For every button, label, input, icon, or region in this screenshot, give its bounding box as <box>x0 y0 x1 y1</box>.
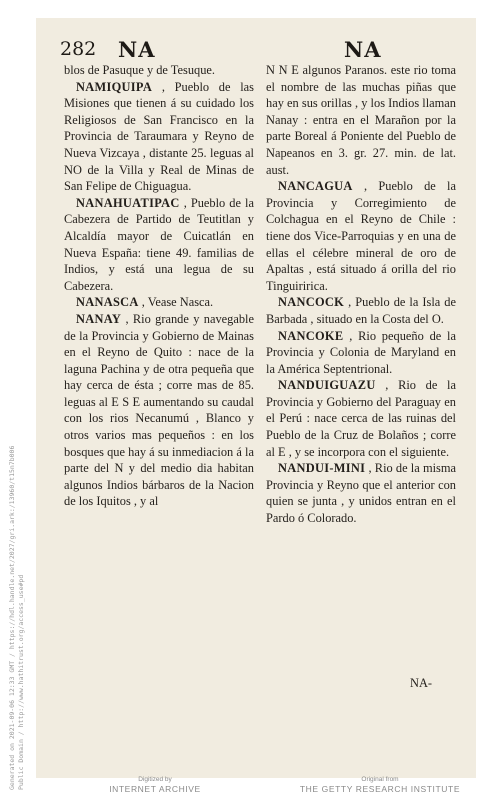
entry: NANASCA , Vease Nasca. <box>76 295 214 310</box>
catchword: NA- <box>410 676 433 690</box>
headword: NANCOKE <box>278 328 344 343</box>
watermark-line-1: Generated on 2021-09-06 12:33 GMT / https://hdl.handle.net/2027/gri.ark:/13960/t15n7b006 <box>8 445 16 790</box>
entry: NANDUIGUAZU , Rio de la Provincia y Gobierno del Paraguay en el Perú : nace cerca de las ruinas del Pueblo de la Cruz de Bolaños ; corre al E , y se incorpora con el siguiente. <box>266 378 456 459</box>
headword: NAMIQUIPA <box>76 79 153 94</box>
headword: NANCOCK <box>278 295 345 310</box>
footer-label: Digitized by <box>138 776 172 783</box>
entry-continuation: blos de Pasuque y de Tesuque. <box>64 63 216 77</box>
entry: NAMIQUIPA , Pueblo de las Misiones que tienen á su cuidado los Religiosos de San Francisco en la Provincia de Taraumara y Reyno de Nueva Vizcaya , distante 25. leguas al NO de la Villa y Real de Minas de San Felipe de Chiguagua. <box>64 79 254 194</box>
entry: NANCAGUA , Pueblo de la Provincia y Corregimiento de Colchagua en el Reyno de Chile : tiene dos Vice-Parroquias y en una de ellas el célebre mineral de oro de Apaltas , está situado á orilla del rio Tinguiririca. <box>266 179 456 293</box>
headword: NANASCA <box>76 295 139 310</box>
entry: NANAY , Rio grande y navegable de la Provincia y Gobierno de Mainas en el Reyno de Quito : nace de la laguna Pachina y de otra pequeña que hay cerca de ésta ; corre mas de 85. leguas al E S E aumentando su caudal con los rios Necanumú , Blanco y otros varios mas pequeños : en los bosques que hay á su inmediacion á la parte del N y del medio dia habitan algunos Indios bárbaros de la Nacion de los Iquitos , y al <box>64 311 254 509</box>
entry: NANCOKE , Rio pequeño de la Provincia y Colonia de Maryland en la América Septentrional. <box>266 328 456 376</box>
entry: NANAHUATIPAC , Pueblo de la Cabezera de Partido de Teutitlan y Alcaldía mayor de Cuicatlán en Nueva España: tiene 49. familias de Indios, y está una legua de su Cabezera. <box>64 195 254 293</box>
entry-continuation: N N E algunos Paranos. este rio toma el nombre de las muchas piñas que hay en sus orillas , y los Indios llaman Nanay : entra en el Marañon por la parte Boreal á Poniente del Pueblo de Napeanos en 3. gr. 27. min. de lat. aust. <box>266 63 456 177</box>
entry: NANDUI-MINI , Rio de la misma Provincia y Reyno que el anterior con quien se junta , y unidos entran en el Pardo ó Colorado. <box>266 461 456 526</box>
running-head-left: NA <box>118 37 156 62</box>
footer-label: Original from <box>361 776 399 783</box>
headword: NANAHUATIPAC <box>76 195 180 210</box>
watermark-line-2: Public Domain / http://www.hathitrust.org/access_use#pd <box>17 574 25 790</box>
footer-original-from <box>290 776 470 794</box>
hathitrust-watermark <box>2 440 32 790</box>
footer-digitized-by <box>80 776 230 794</box>
footer-org: THE GETTY RESEARCH INSTITUTE <box>299 784 461 794</box>
entry: NANCOCK , Pueblo de la Isla de Barbada , situado en la Costa del O. <box>266 295 456 326</box>
right-column <box>266 62 456 527</box>
headword: NANAY <box>76 311 122 326</box>
headword: NANDUIGUAZU <box>278 378 376 393</box>
headword: NANCAGUA <box>278 179 353 194</box>
left-column <box>64 62 254 510</box>
running-head-right: NA <box>344 37 382 62</box>
headword: NANDUI-MINI <box>278 461 366 476</box>
page-number: 282 <box>60 38 97 60</box>
footer-org: INTERNET ARCHIVE <box>109 784 201 794</box>
